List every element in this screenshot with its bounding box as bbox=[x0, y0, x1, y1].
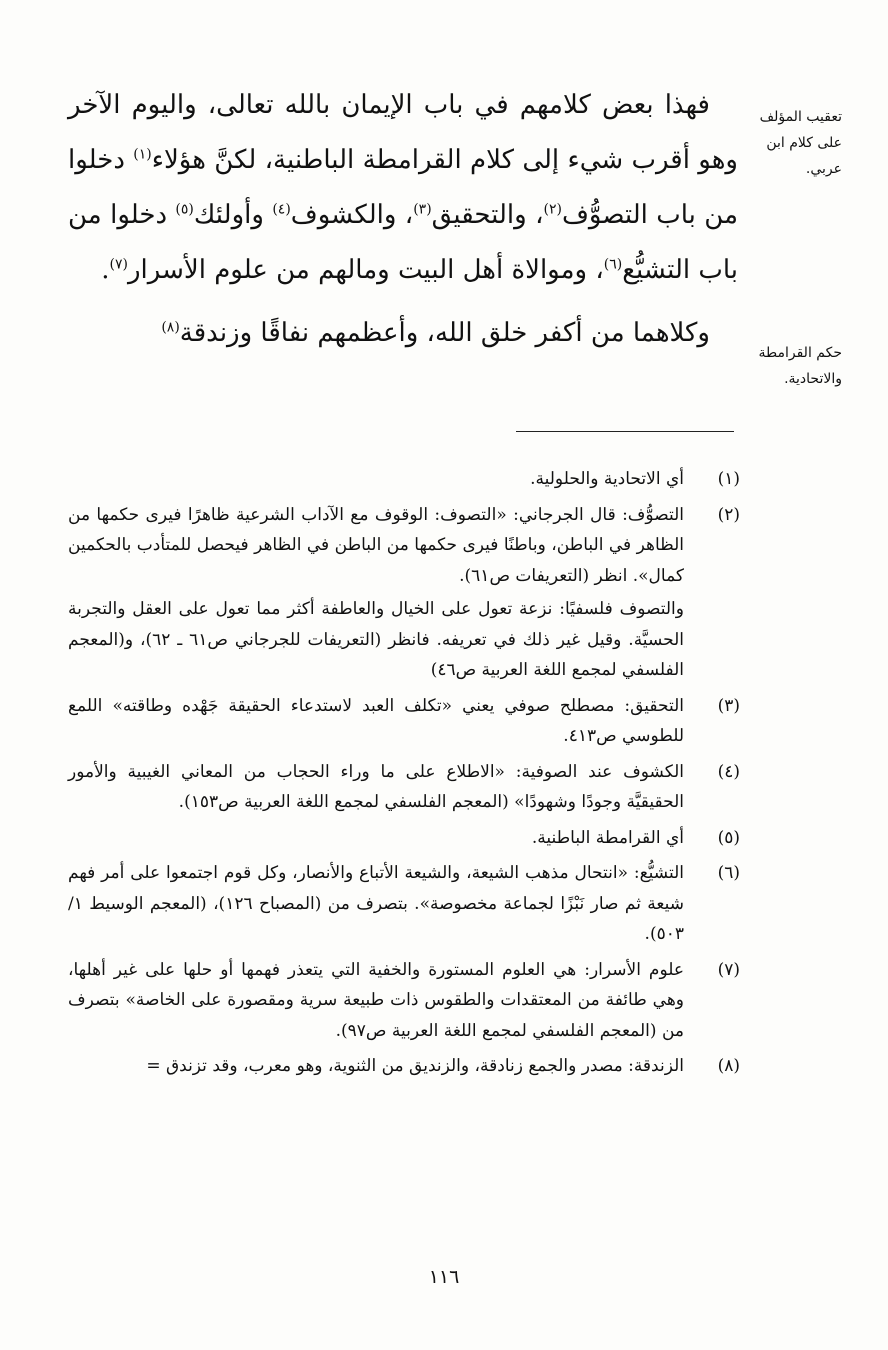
footnote-number: (٦) bbox=[717, 863, 740, 883]
footnote-7 bbox=[68, 955, 746, 1047]
footnote-body bbox=[68, 691, 684, 752]
footnote-5 bbox=[68, 823, 746, 854]
text-run: ، والكشوف bbox=[290, 200, 414, 230]
footnote-1 bbox=[68, 464, 746, 495]
margin-note-ruling: حكم القرامطة والاتحادية. bbox=[758, 345, 842, 387]
footnote-number: (٤) bbox=[717, 761, 740, 782]
footnote-3 bbox=[68, 691, 746, 752]
footnote-number: (٢) bbox=[717, 504, 740, 525]
footnote-text: الزندقة: مصدر والجمع زنادقة، والزنديق من الثنوية، وهو معرب، وقد تزندق = bbox=[146, 1056, 684, 1076]
main-paragraph-2 bbox=[68, 306, 738, 361]
footnote-body bbox=[68, 1051, 684, 1082]
margin-note-author-comment: تعقيب المؤلف على كلام ابن عربي. bbox=[759, 109, 842, 177]
footnote-ref-2[interactable]: (٢) bbox=[543, 201, 562, 218]
footnote-text: التصوُّف: قال الجرجاني: «التصوف: الوقوف مع الآداب الشرعية ظاهرًا فيرى حكمها من الظاهر في الباطن، وباطنًا فيرى حكمها من الباطن في الظاهر فيحصل للمتأدب بالحكمين كمال». انظر (التعريفات ص٦١). bbox=[68, 504, 684, 586]
footnote-text: علوم الأسرار: هي العلوم المستورة والخفية التي يتعذر فهمها أو حلها على غير أهلها، وهي طائفة من المعتقدات والطقوس ذات طبيعة سرية ومقصورة على الخاصة» بتصرف من (المعجم الفلسفي لمجمع اللغة العربية ص٩٧). bbox=[68, 959, 684, 1041]
text-run: وكلاهما من أكفر خلق الله، وأعظمهم نفاقًا وزندقة bbox=[179, 318, 710, 348]
footnote-8 bbox=[68, 1051, 746, 1082]
footnote-ref-8[interactable]: (٨) bbox=[161, 319, 180, 336]
footnote-text: الكشوف عند الصوفية: «الاطلاع على ما وراء الحجاب من المعاني الغيبية والأمور الحقيقيَّة وجودًا وشهودًا» (المعجم الفلسفي لمجمع اللغة العربية ص١٥٣). bbox=[68, 761, 684, 812]
text-run: ، والتحقيق bbox=[431, 200, 544, 230]
footnote-2 bbox=[68, 500, 746, 686]
footnote-text: أي الاتحادية والحلولية. bbox=[530, 469, 684, 489]
footnote-ref-7[interactable]: (٧) bbox=[109, 256, 128, 273]
page-number: ١١٦ bbox=[428, 1266, 460, 1288]
footnote-body bbox=[68, 464, 684, 495]
footnote-text: والتصوف فلسفيًا: نزعة تعول على الخيال والعاطفة أكثر مما تعول على العقل والتجربة الحسيَّة. وقيل غير ذلك في تعريفه. فانظر (التعريفات للجرجاني ص٦١ ـ ٦٢)، و(المعجم الفلسفي لمجمع اللغة العربية ص٤٦) bbox=[68, 599, 684, 680]
text-run: وأولئك bbox=[193, 200, 273, 230]
footnote-ref-1[interactable]: (١) bbox=[133, 146, 152, 163]
footnote-4 bbox=[68, 757, 746, 818]
footnote-body bbox=[68, 823, 684, 854]
footnote-number: (٣) bbox=[717, 695, 740, 716]
text-run: فهذا بعض كلامهم في باب الإيمان بالله تعالى، واليوم الآخر وهو أقرب شيء إلى كلام القرامطة الباطنية، لكنَّ هؤلاء bbox=[68, 90, 738, 175]
footnote-text: التحقيق: مصطلح صوفي يعني «تكلف العبد لاستدعاء الحقيقة جَهْده وطاقته» اللمع للطوسي ص٤١٣. bbox=[68, 695, 684, 746]
footnote-text: التشيُّع: «انتحال مذهب الشيعة، والشيعة الأتباع والأنصار، وكل قوم اجتمعوا على أمر فهم شيعة ثم صار نَبْزًا لجماعة مخصوصة». بتصرف من (المصباح ١٢٦)، (المعجم الوسيط ١/ ٥٠٣). bbox=[68, 863, 684, 944]
footnote-separator bbox=[516, 431, 734, 432]
main-text bbox=[68, 78, 738, 361]
text-run: دخلوا من باب التصوُّف bbox=[68, 145, 738, 230]
footnote-ref-5[interactable]: (٥) bbox=[175, 201, 194, 218]
footnote-ref-4[interactable]: (٤) bbox=[272, 201, 291, 218]
footnote-6 bbox=[68, 858, 746, 950]
footnotes bbox=[68, 464, 746, 1087]
footnote-number: (٥) bbox=[717, 827, 740, 848]
footnote-body bbox=[68, 757, 684, 818]
footnote-body bbox=[68, 500, 684, 686]
footnote-ref-6[interactable]: (٦) bbox=[603, 256, 623, 273]
footnote-body bbox=[68, 858, 684, 950]
footnote-number: (١) bbox=[717, 469, 740, 489]
text-run: ، وموالاة أهل البيت ومالهم من علوم الأسرار bbox=[127, 255, 604, 285]
footnote-body bbox=[68, 955, 684, 1047]
footnote-ref-3[interactable]: (٣) bbox=[413, 201, 432, 218]
footnote-text: أي القرامطة الباطنية. bbox=[531, 827, 684, 848]
footnote-number: (٧) bbox=[717, 959, 740, 980]
footnote-number: (٨) bbox=[717, 1056, 740, 1076]
text-run: دخلوا من باب التشيُّع bbox=[68, 200, 738, 285]
main-paragraph-1 bbox=[68, 78, 738, 298]
text-run: . bbox=[101, 255, 110, 285]
